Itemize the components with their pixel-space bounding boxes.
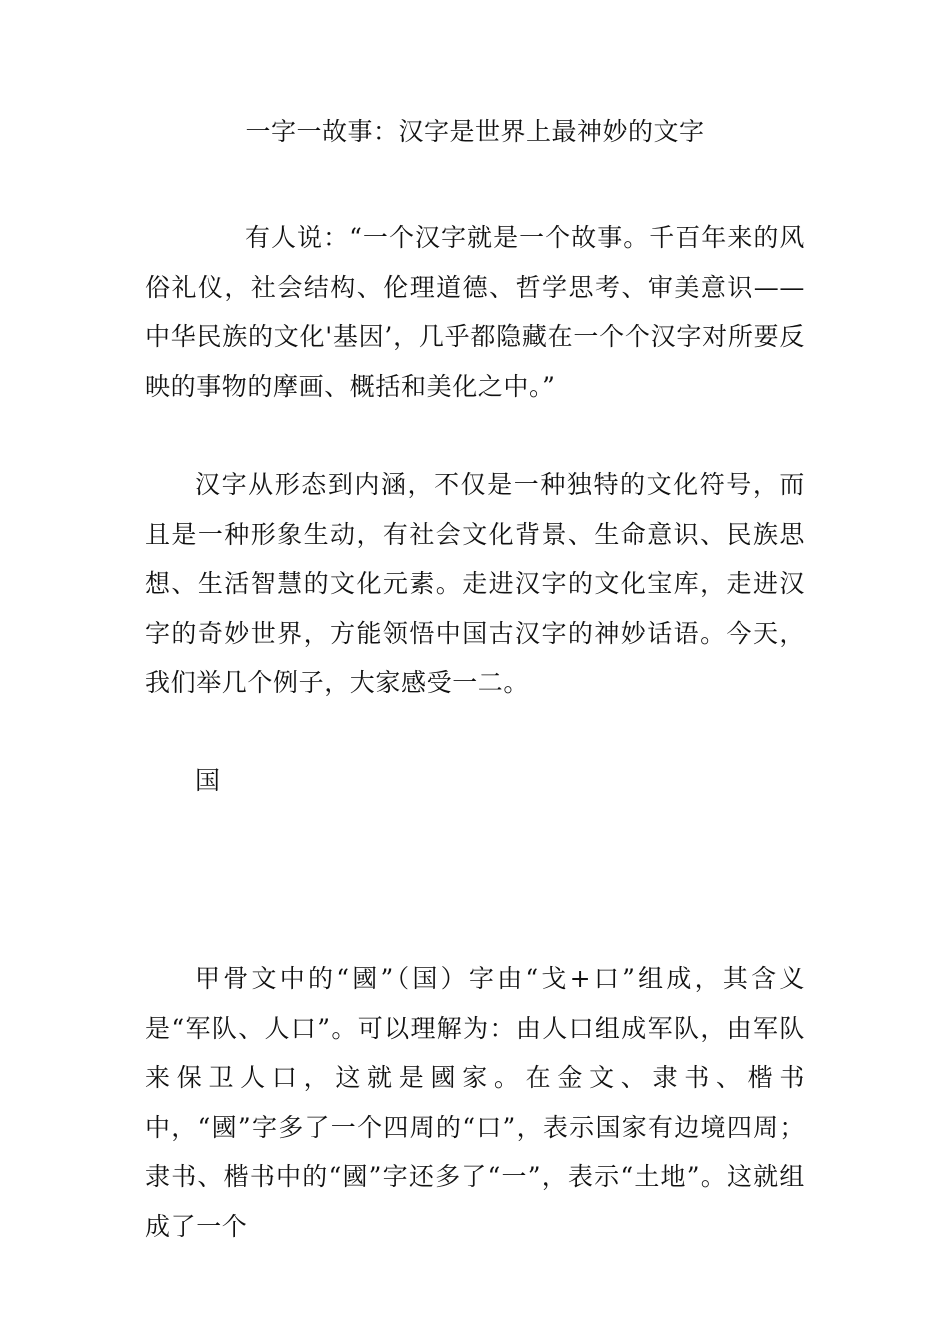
paragraph-intro: 汉字从形态到内涵，不仅是一种独特的文化符号，而且是一种形象生动，有社会文化背景、生命意识、民族思想、生活智慧的文化元素。走进汉字的文化宝库，走进汉字的奇妙世界，方能领悟中国古汉字的神妙话语。今天，我们举几个例子，大家感受一二。 <box>145 470 805 697</box>
paragraph-quote: 有人说：“一个汉字就是一个故事。千百年来的风俗礼仪，社会结构、伦理道德、哲学思考、审美意识——中华民族的文化'基因’，几乎都隐藏在一个个汉字对所要反映的事物的摩画、概括和美化之中。” <box>145 223 805 401</box>
document-title: 一字一故事：汉字是世界上最神妙的文字 <box>245 117 705 146</box>
section-heading-guo: 国 <box>195 766 221 795</box>
paragraph-guo-explanation: 甲骨文中的“國”（国）字由“戈+口”组成，其含义是“军队、人口”。可以理解为：由人口组成军队，由军队来保卫人口，这就是國家。在金文、隶书、楷书中，“國”字多了一个四周的“口”，表示国家有边境四周；隶书、楷书中的“國”字还多了“一”，表示“土地”。这就组成了一个 <box>145 964 805 1241</box>
